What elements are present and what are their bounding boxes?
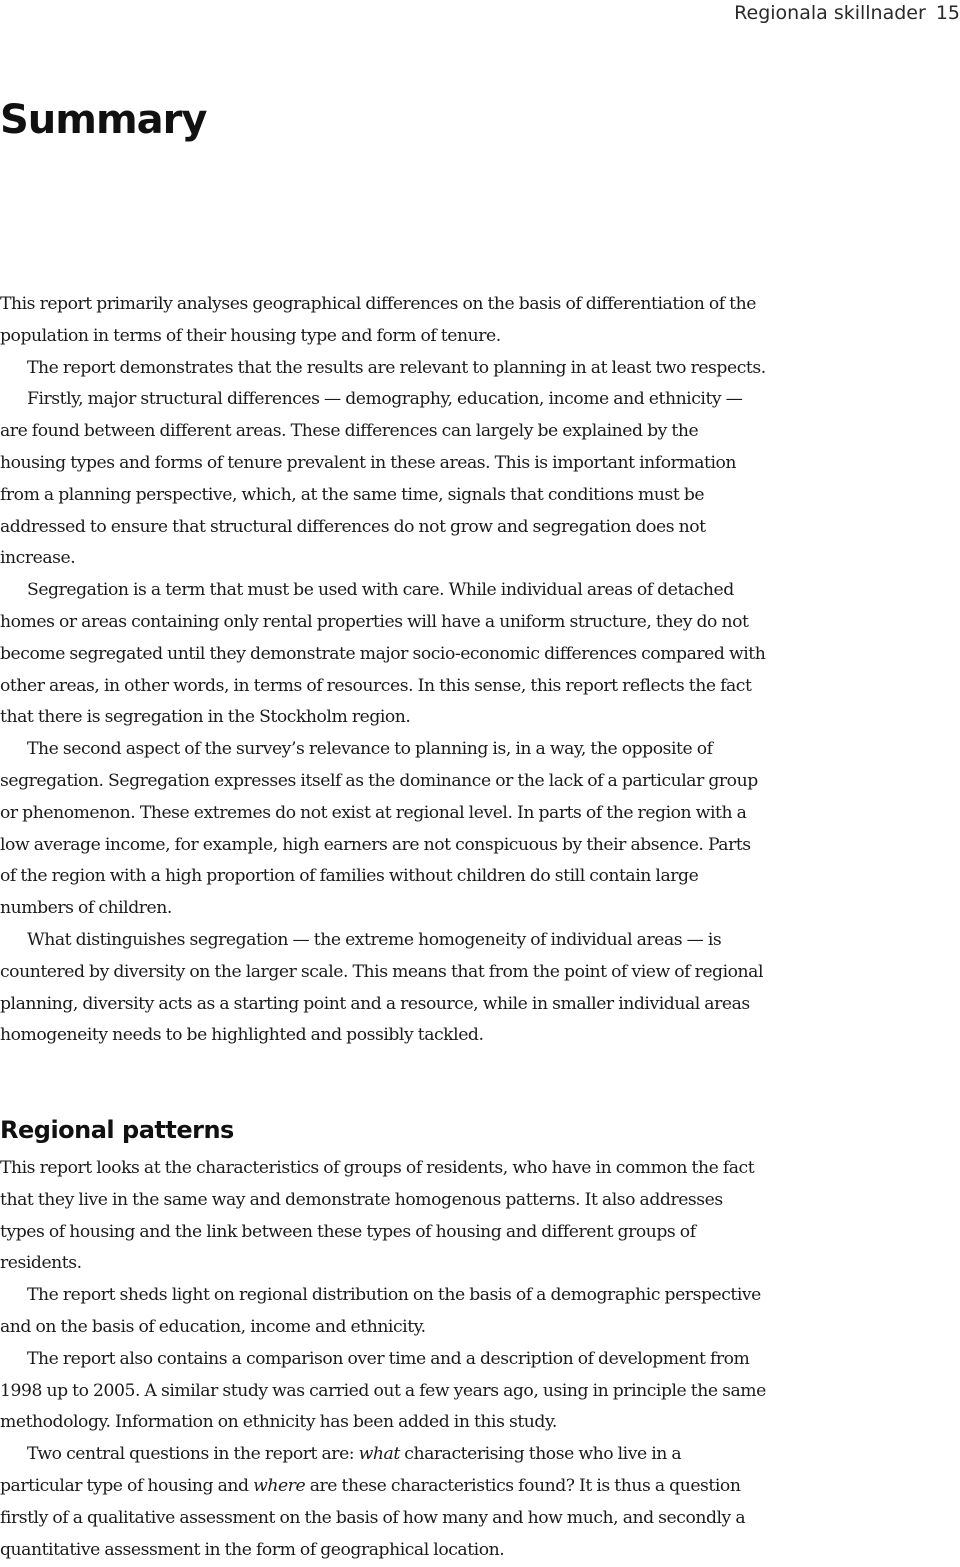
running-header	[734, 0, 960, 26]
text-run: are these characteristics found? It is thus a question firstly of a qualitative assessment on the basis of how many and how much, and secondly a quantitative assessment in the form of geographical location.	[0, 1475, 746, 1560]
paragraph: Segregation is a term that must be used with care. While individual areas of detached homes or areas containing only rental properties will have a uniform structure, they do not become segregated until they demonstrate major socio-economic differences compared with other areas, in other words, in terms of resources. In this sense, this report reflects the fact that there is segregation in the Stockholm region.	[0, 580, 766, 728]
page-number: 15	[935, 2, 960, 24]
paragraph	[0, 1439, 766, 1566]
regional-patterns-body	[0, 1153, 766, 1566]
paragraph: This report primarily analyses geographical differences on the basis of differentiation of the population in terms of their housing type and form of tenure.	[0, 294, 756, 346]
paragraph: This report looks at the characteristics of groups of residents, who have in common the fact that they live in the same way and demonstrate homogenous patterns. It also addresses types of housing and the link between these types of housing and different groups of residents.	[0, 1158, 755, 1274]
text-run: Two central questions in the report are:	[27, 1444, 359, 1465]
running-title: Regionala skillnader	[734, 2, 926, 24]
paragraph: The report also contains a comparison over time and a description of development from 1998 up to 2005. A similar study was carried out a few years ago, using in principle the same methodology. Information on ethnicity has been added in this study.	[0, 1348, 766, 1433]
text-run: characterising those who live in a particular type of housing and	[0, 1444, 682, 1496]
emphasis-where: where	[253, 1475, 306, 1496]
paragraph: The report sheds light on regional distribution on the basis of a demographic perspective and on the basis of education, income and ethnicity.	[0, 1285, 761, 1337]
paragraph: The report demonstrates that the results are relevant to planning in at least two respects.	[27, 357, 766, 378]
paragraph: Firstly, major structural differences — demography, education, income and ethnicity — are found between different areas. These differences can largely be explained by the housing types and forms of tenure prevalent in these areas. This is important information from a planning perspective, which, at the same time, signals that conditions must be addressed to ensure that structural differences do not grow and segregation does not increase.	[0, 389, 743, 569]
emphasis-what: what	[358, 1444, 400, 1465]
paragraph: What distinguishes segregation — the extreme homogeneity of individual areas — is countered by diversity on the larger scale. This means that from the point of view of regional planning, diversity acts as a starting point and a resource, while in smaller individual areas homogeneity needs to be highlighted and possibly tackled.	[0, 929, 764, 1046]
summary-body	[0, 289, 766, 1052]
paragraph: The second aspect of the survey’s relevance to planning is, in a way, the opposite of segregation. Segregation expresses itself as the dominance or the lack of a particular group or phenomenon. These extremes do not exist at regional level. In parts of the region with a low average income, for example, high earners are not conspicuous by their absence. Parts of the region with a high proportion of families without children do still contain large numbers of children.	[0, 739, 758, 919]
section-heading: Regional patterns	[0, 1116, 234, 1144]
page-title: Summary	[0, 97, 207, 143]
